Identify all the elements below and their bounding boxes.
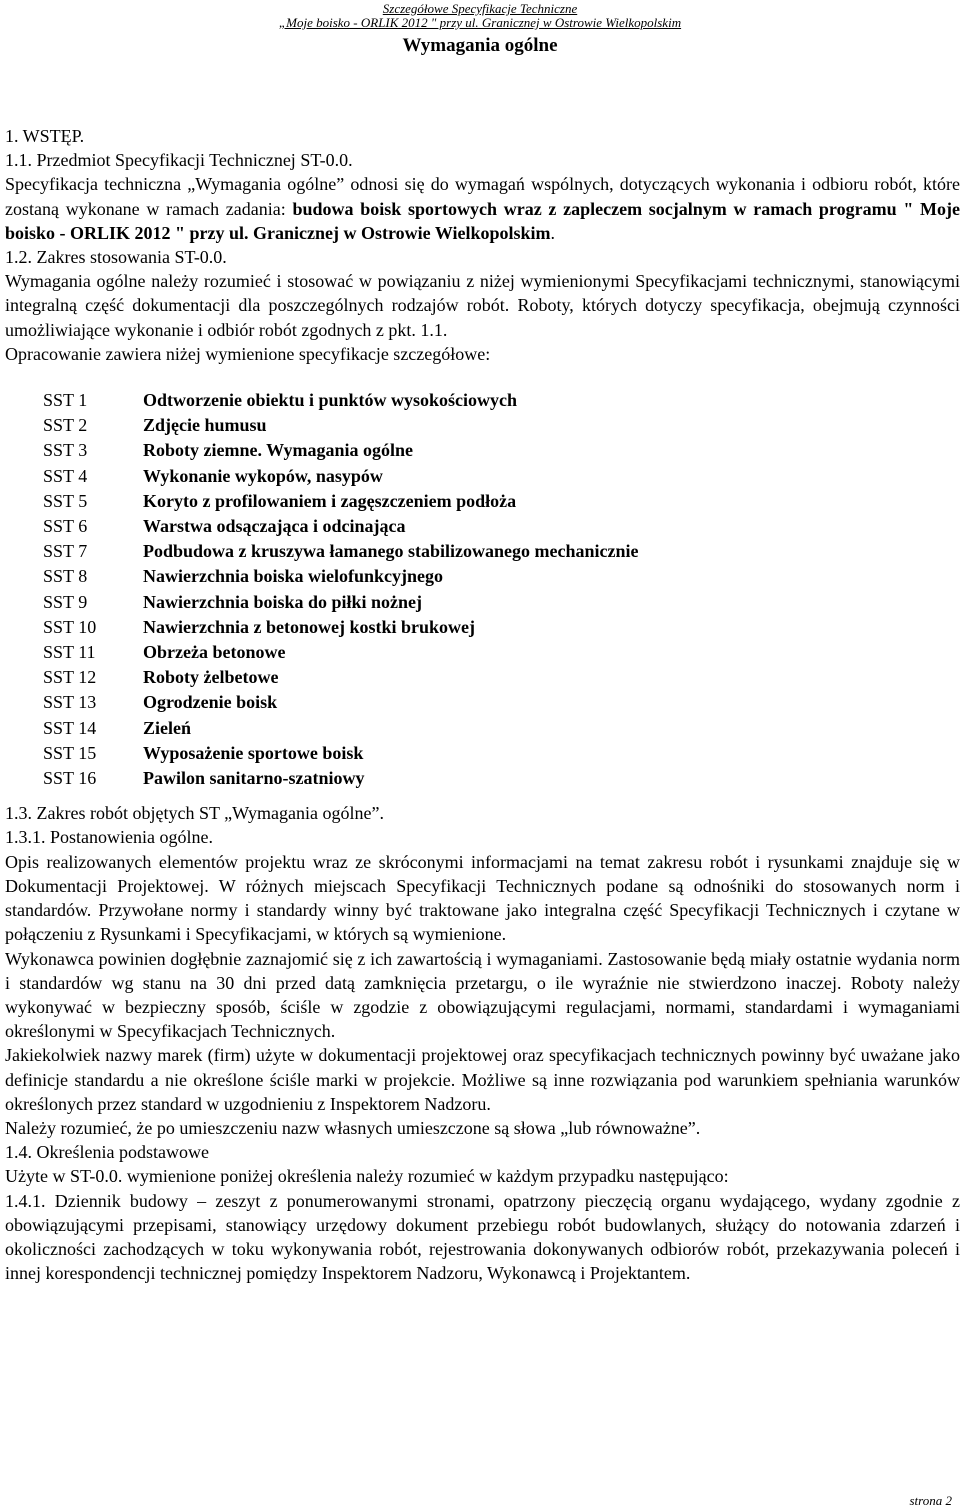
sst-code: SST 9 [43,591,88,612]
sst-name: Roboty żelbetowe [143,667,279,688]
page-number: strona 2 [909,1493,952,1508]
sst-code: SST 13 [43,692,97,713]
paragraph-definitions-intro: Użyte w ST-0.0. wymienione poniżej określenia należy rozumieć w każdym przypadku następująco: [5,1166,729,1187]
sst-list-item [43,590,960,615]
sst-name: Wykonanie wykopów, nasypów [143,465,383,486]
sst-list-item [43,615,960,640]
sst-code: SST 16 [43,768,97,789]
sst-list-item [43,438,960,463]
paragraph-general-2: Wykonawca powinien dogłębnie zaznajomić się z ich zawartością i wymaganiami. Zastosowanie będą miały ostatnie wydania norm i standardów wg stanu na 30 dni przed datą zamknięcia przetargu, o ile wyraźnie nie stwierdzono inaczej. Roboty należy wykonywać w bezpieczny sposób, ściśle w zgodzie z obowiązującymi regulacjami, normami, standardami i wymaganiami określonymi w Specyfikacjach Technicznych. [5,948,960,1042]
paragraph-list-intro: Opracowanie zawiera niżej wymienione specyfikacje szczegółowe: [5,343,491,364]
sst-code: SST 14 [43,717,97,738]
paragraph-definition-1-4-1: 1.4.1. Dziennik budowy – zeszyt z ponumerowanymi stronami, opatrzony pieczęcią organu wydającego, wydany zgodnie z obowiązującymi przepisami, stanowiący urzędowy dokument przebiegu robót budowlanych, służący do notowania zdarzeń i okoliczności zachodzących w toku wykonywania robót, rejestrowania dokonywanych odbiorów robót, przekazywania poleceń i innej korespondencji technicznej pomiędzy Inspektorem Nadzoru, Wykonawcą i Projektantem. [5,1190,960,1284]
sst-list-item [43,539,960,564]
sst-name: Obrzeża betonowe [143,642,286,663]
section-heading-1-2: 1.2. Zakres stosowania ST-0.0. [5,247,227,268]
sst-list-item [43,665,960,690]
page-title: Wymagania ogólne [402,35,558,56]
sst-name: Nawierzchnia boiska do piłki nożnej [143,591,423,612]
paragraph-general-1: Opis realizowanych elementów projektu wraz ze skróconymi informacjami na temat zakresu robót i rysunkami znajduje się w Dokumentacji Projektowej. W różnych miejscach Specyfikacji Technicznych podane są odnośniki do stosowanych norm i standardów. Przywołane normy i standardy winny być traktowane jako integralna część Specyfikacji Technicznych i czytane w połączeniu z Rysunkami i Specyfikacjami, w których są wymienione. [5,851,960,945]
sst-list [43,388,960,791]
section-heading-1-1: 1.1. Przedmiot Specyfikacji Technicznej ST-0.0. [5,150,353,171]
sst-list-item [43,690,960,715]
sst-list-item [43,741,960,766]
sst-name: Podbudowa z kruszywa łamanego stabilizowanego mechanicznie [143,541,639,562]
sst-code: SST 1 [43,390,88,411]
sst-code: SST 6 [43,516,88,537]
sst-list-item [43,388,960,413]
sst-name: Nawierzchnia z betonowej kostki brukowej [143,616,475,637]
section-heading-1: 1. WSTĘP. [5,126,85,146]
sst-code: SST 4 [43,465,88,486]
sst-list-item [43,464,960,489]
sst-name: Warstwa odsączająca i odcinająca [143,516,406,537]
project-name-bold: budowa boisk sportowych wraz z zapleczem socjalnym w ramach programu " Moje boisko - ORLIK 2012 " przy ul. Granicznej w Ostrowie Wielkopolskim [5,198,960,243]
running-header-title: Szczegółowe Specyfikacje Techniczne [382,1,578,16]
paragraph-general-4: Należy rozumieć, że po umieszczeniu nazw własnych umieszczone są słowa „lub równoważne”. [5,1117,701,1138]
sst-list-item [43,489,960,514]
paragraph-scope: Wymagania ogólne należy rozumieć i stosować w powiązaniu z niżej wymienionymi Specyfikacjami technicznymi, stanowiącymi integralną część dokumentacji dla poszczególnych rodzajów robót. Roboty, których dotyczy specyfikacja, obejmują czynności umożliwiające wykonanie i odbiór robót zgodnych z pkt. 1.1. [5,271,960,340]
sst-code: SST 10 [43,616,97,637]
sst-code: SST 7 [43,541,88,562]
sst-name: Zdjęcie humusu [143,415,267,436]
sst-name: Koryto z profilowaniem i zagęszczeniem podłoża [143,490,517,511]
sst-code: SST 2 [43,415,88,436]
sst-name: Wyposażenie sportowe boisk [143,742,364,763]
section-heading-1-4: 1.4. Określenia podstawowe [5,1142,209,1163]
sst-list-item [43,514,960,539]
sst-code: SST 11 [43,642,96,663]
paragraph-general-3: Jakiekolwiek nazwy marek (firm) użyte w dokumentacji projektowej oraz specyfikacjach technicznych powinny być uważane jako definicje standardu a nie określone ściśle marki w projekcie. Możliwe są inne rozwiązania pod warunkiem spełniania warunków określonych przez standard w uzgodnieniu z Inspektorem Nadzoru. [5,1045,960,1114]
section-heading-1-3: 1.3. Zakres robót objętych ST „Wymagania ogólne”. [5,803,384,824]
sst-name: Ogrodzenie boisk [143,692,278,713]
paragraph-subject-end: . [550,222,556,243]
sst-list-item [43,640,960,665]
sst-name: Nawierzchnia boiska wielofunkcyjnego [143,566,444,587]
sst-code: SST 8 [43,566,88,587]
sst-list-item [43,766,960,791]
sst-name: Pawilon sanitarno-szatniowy [143,768,365,789]
paragraph-subject [5,172,960,245]
sst-code: SST 3 [43,440,88,461]
sst-name: Roboty ziemne. Wymagania ogólne [143,440,413,461]
sst-code: SST 12 [43,667,97,688]
paragraph-subject-text: Specyfikacja techniczna „Wymagania ogólne” odnosi się do wymagań wspólnych, dotyczących wykonania i odbioru robót, które zostaną wykonane w ramach zadania: [5,174,960,219]
sst-code: SST 15 [43,742,97,763]
sst-name: Zieleń [143,717,191,738]
document-body [5,124,960,1285]
running-header-subtitle: „Moje boisko - ORLIK 2012 " przy ul. Granicznej w Ostrowie Wielkopolskim [278,15,682,30]
sst-list-item [43,564,960,589]
sst-name: Odtworzenie obiektu i punktów wysokościowych [143,390,518,411]
sst-code: SST 5 [43,490,88,511]
sst-list-item [43,716,960,741]
sst-list-item [43,413,960,438]
section-heading-1-3-1: 1.3.1. Postanowienia ogólne. [5,827,213,848]
